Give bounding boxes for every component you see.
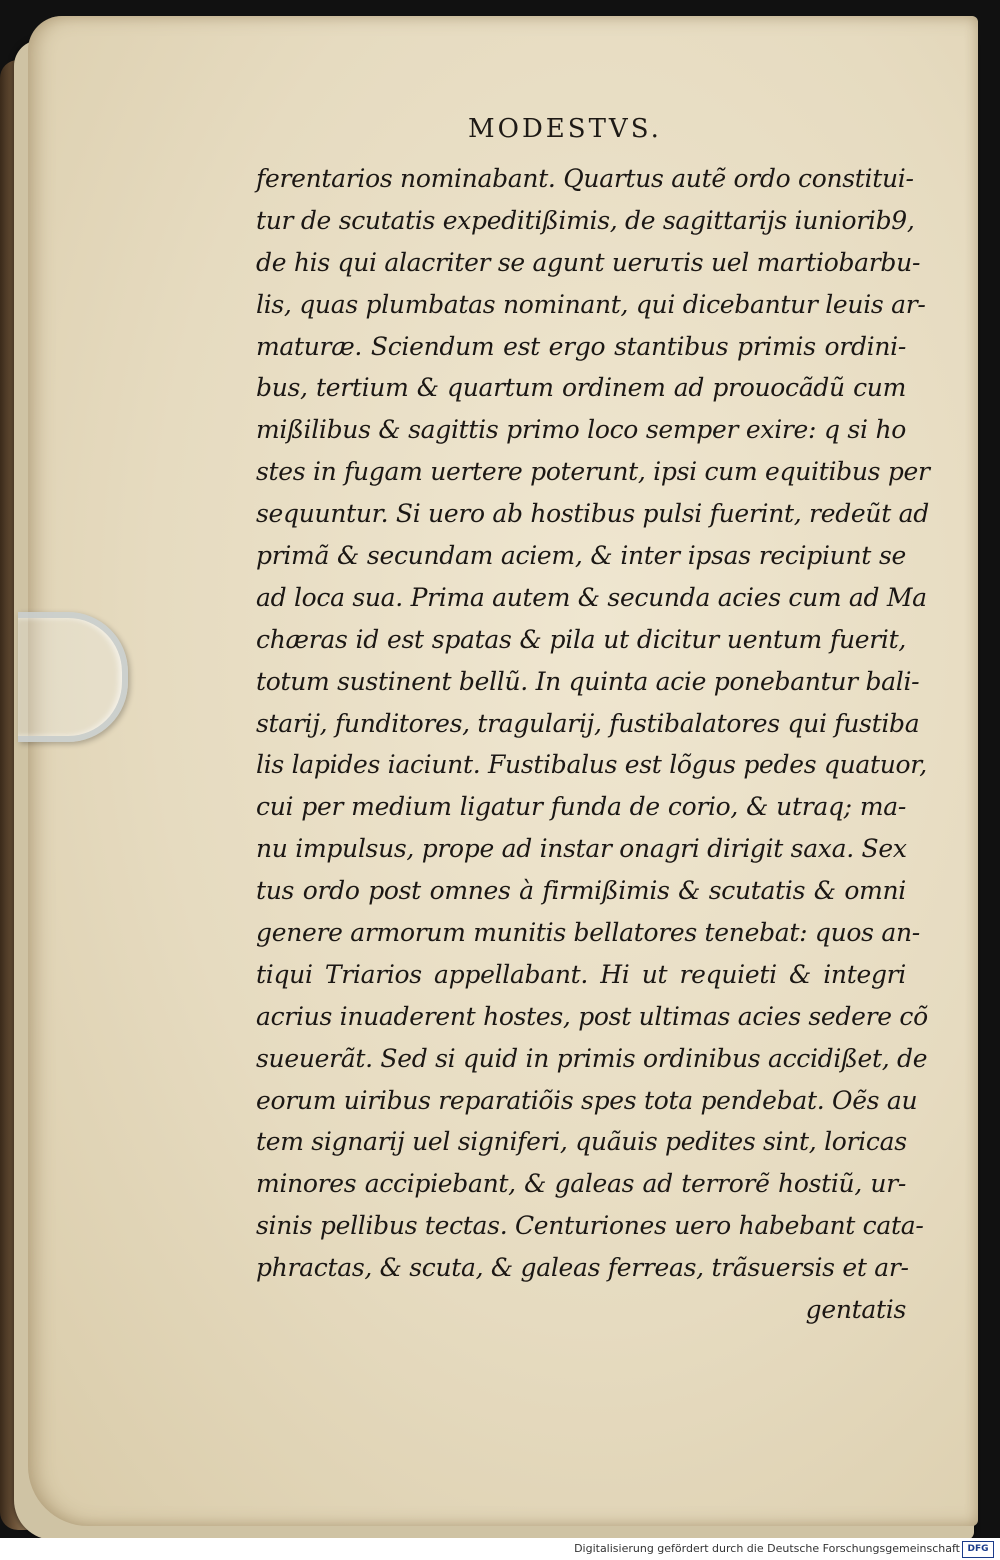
text-line: sinis pellibus tectas. Centuriones uero habebant cata- (256, 1211, 924, 1241)
text-line: starij, funditores, tragularij, fustibalatores qui fustiba (256, 708, 920, 738)
running-title: MODESTVS. (468, 114, 662, 144)
text-line: de his qui alacriter se agunt ueruτis uel martiobarbu- (256, 247, 921, 277)
text-line: tem signarij uel signiferi, quãuis pedites sint, loricas (256, 1127, 907, 1157)
text-line: genere armorum munitis bellatores tenebat: quos an- (256, 918, 920, 948)
text-line: maturæ. Sciendum est ergo stantibus primis ordini- (256, 331, 906, 361)
text-line: cui per medium ligatur funda de corio, & utraq; ma- (256, 792, 906, 822)
text-line: eorum uiribus reparatiõis spes tota pendebat. Oẽs au (256, 1085, 918, 1115)
catchword: gentatis (805, 1295, 906, 1325)
text-line: lis lapides iaciunt. Fustibalus est lõgus pedes quatuor, (256, 750, 927, 780)
text-line: sequuntur. Si uero ab hostibus pulsi fuerint, redeũt ad (256, 499, 929, 529)
text-line: mißilibus & sagittis primo loco semper exire: q si ho (256, 415, 906, 445)
text-line: tiqui Triarios appellabant. Hi ut requieti & integri (256, 959, 906, 989)
dfg-logo-icon: DFG (962, 1541, 994, 1558)
text-line: nu impulsus, prope ad instar onagri dirigit saxa. Sex (256, 834, 907, 864)
text-line: sueuerãt. Sed si quid in primis ordinibus accidißet, de (256, 1043, 928, 1073)
body-text (256, 158, 930, 1331)
text-line: phractas, & scuta, & galeas ferreas, trãsuersis et ar- (256, 1253, 909, 1283)
text-line: tus ordo post omnes à firmißimis & scutatis & omni (256, 876, 906, 906)
text-line: stes in fugam uertere poterunt, ipsi cum equitibus per (256, 457, 930, 487)
text-line: totum sustinent bellũ. In quinta acie ponebantur bali- (256, 666, 920, 696)
text-line: ad loca sua. Prima autem & secunda acies cum ad Ma (256, 582, 927, 612)
text-line: acrius inuaderent hostes, post ultimas acies sedere cõ (256, 1001, 928, 1031)
page-clip (18, 612, 128, 742)
text-line: minores accipiebant, & galeas ad terrorẽ hostiũ, ur- (256, 1169, 906, 1199)
text-line: primã & secundam aciem, & inter ipsas recipiunt se (256, 541, 906, 571)
text-line: tur de scutatis expeditißimis, de sagittarijs iuniorib9, (256, 205, 915, 235)
funding-credit: Digitalisierung gefördert durch die Deutsche Forschungsgemeinschaft (574, 1542, 960, 1555)
text-line: chæras id est spatas & pila ut dicitur uentum fuerit, (256, 624, 906, 654)
text-line: ferentarios nominabant. Quartus autẽ ordo constitui- (256, 164, 914, 193)
text-line: lis, quas plumbatas nominant, qui dicebantur leuis ar- (256, 289, 926, 319)
text-line: bus, tertium & quartum ordinem ad prouocãdũ cum (256, 373, 906, 403)
